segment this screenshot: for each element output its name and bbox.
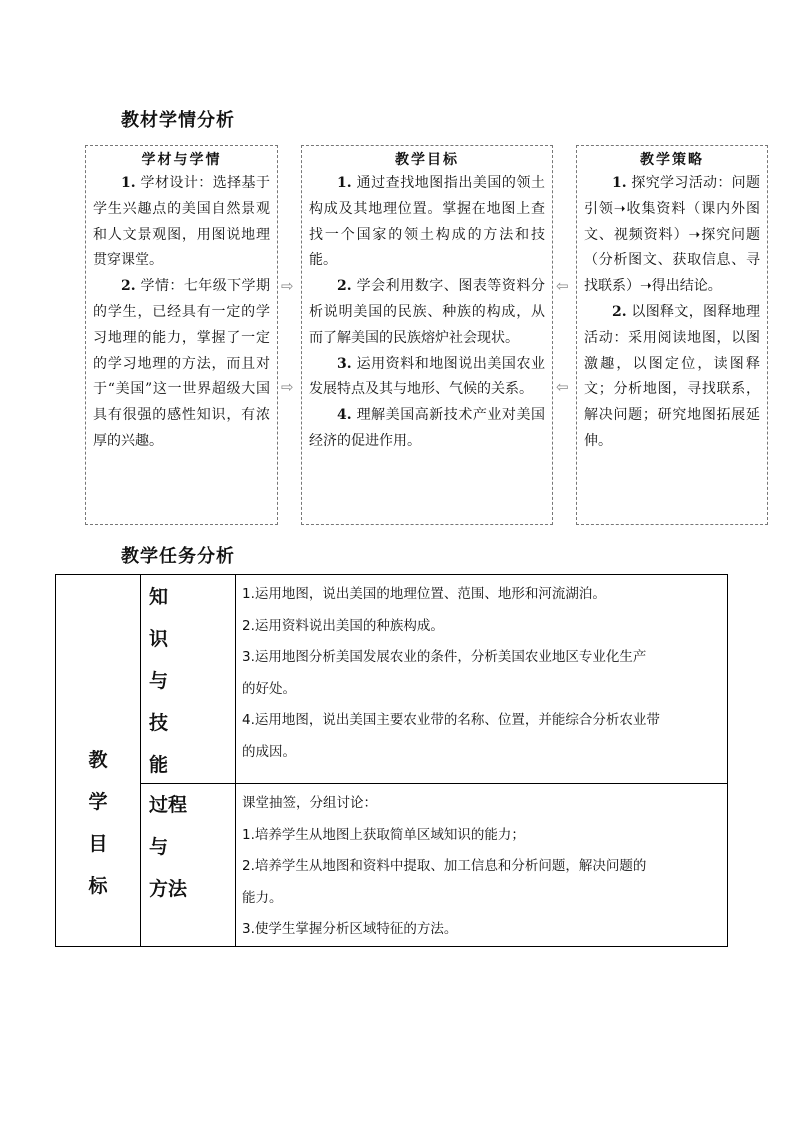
knowledge-skills-list [236, 575, 728, 784]
list-item: 能力。 [242, 889, 283, 906]
arrow-right-icon: ⇨ [281, 277, 294, 295]
teaching-goals-label [56, 739, 140, 898]
list-item: 1.运用地图，说出美国的地理位置、范围、地形和河流湖泊。 [242, 586, 606, 602]
box-paragraph: 2. 学会利用数字、图表等资料分析说明美国的民族、种族的构成，从而了解美国的民族熔炉社会现状。 [309, 278, 545, 346]
knowledge-skills-char: 技 [149, 712, 169, 734]
task-analysis-table [55, 574, 728, 947]
teaching-goals-char: 教 [88, 749, 108, 772]
knowledge-skills-label [149, 575, 235, 776]
knowledge-skills-header [141, 575, 236, 784]
box-paragraph: 2. 学情：七年级下学期的学生，已经具有一定的学习地理的能力，掌握了一定的学习地理的方法，而且对于“美国”这一世界超级大国具有很强的感性知识，有浓厚的兴趣。 [93, 278, 270, 449]
teaching-goals-char: 学 [88, 791, 108, 814]
box-teaching-strategy [576, 145, 768, 525]
arrow-left-icon: ⇦ [556, 378, 569, 396]
box-materials-and-students [85, 145, 278, 525]
knowledge-skills-char: 与 [149, 670, 169, 692]
process-methods-header [141, 784, 236, 947]
box-paragraph: 3. 运用资料和地图说出美国农业发展特点及其与地形、气候的关系。 [309, 355, 545, 398]
box-title: 教学策略 [640, 152, 704, 168]
box-paragraph: 1. 学材设计：选择基于学生兴趣点的美国自然景观和人文景观图，用图说地理贯穿课堂。 [93, 175, 270, 269]
box-paragraph: 2. 以图释文，图释地理活动：采用阅读地图，以图激趣，以图定位，读图释文；分析地图，寻找联系，解决问题；研究地图拓展延伸。 [584, 303, 760, 449]
list-item: 3.运用地图分析美国发展农业的条件，分析美国农业地区专业化生产 [242, 649, 647, 665]
section-title-textbook-analysis: 教材学情分析 [121, 110, 235, 131]
process-methods-label: 与 [149, 836, 169, 858]
knowledge-skills-char: 识 [149, 628, 169, 650]
teaching-goals-header [56, 575, 141, 947]
list-item: 的好处。 [242, 680, 296, 697]
teaching-goals-char: 标 [88, 875, 108, 898]
arrow-left-icon: ⇦ [556, 277, 569, 295]
list-item: 的成因。 [242, 743, 296, 760]
arrow-right-icon: ⇨ [281, 378, 294, 396]
list-item: 4.运用地图，说出美国主要农业带的名称、位置，并能综合分析农业带 [242, 712, 660, 728]
box-paragraph: 1. 探究学习活动：问题引领➝收集资料（课内外图文、视频资料）➝探究问题（分析图文、获取信息、寻找联系）➝得出结论。 [584, 175, 760, 295]
list-item: 1.培养学生从地图上获取简单区域知识的能力； [242, 826, 525, 843]
box-teaching-goals [301, 145, 553, 525]
box-paragraph: 4. 理解美国高新技术产业对美国经济的促进作用。 [309, 407, 545, 449]
knowledge-skills-char: 知 [149, 586, 169, 608]
process-methods-label: 方法 [149, 878, 188, 900]
teaching-goals-char: 目 [88, 833, 108, 856]
box-title: 学材与学情 [141, 152, 222, 168]
box-title: 教学目标 [395, 152, 459, 168]
list-item: 2.培养学生从地图和资料中提取、加工信息和分析问题，解决问题的 [242, 858, 647, 874]
list-item: 课堂抽签，分组讨论： [242, 795, 377, 811]
list-item: 2.运用资料说出美国的种族构成。 [242, 617, 444, 634]
process-methods-list [236, 784, 728, 947]
section-title-task-analysis: 教学任务分析 [121, 546, 235, 567]
process-methods-label: 过程 [149, 794, 188, 816]
knowledge-skills-char: 能 [149, 754, 169, 776]
box-paragraph: 1. 通过查找地图指出美国的领土构成及其地理位置。掌握在地图上查找一个国家的领土构成的方法和技能。 [309, 175, 545, 269]
list-item: 3.使学生掌握分析区域特征的方法。 [242, 921, 458, 937]
